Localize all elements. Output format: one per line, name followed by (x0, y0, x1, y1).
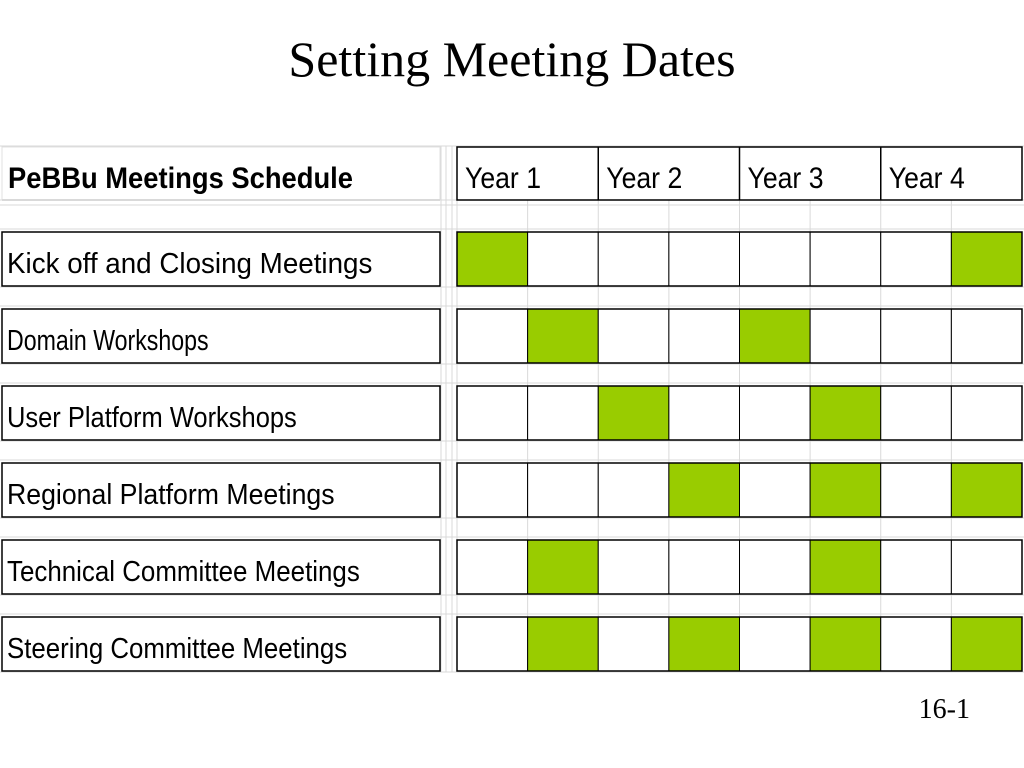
meeting-cell-empty (810, 232, 881, 286)
meeting-cell-marked (528, 540, 599, 594)
meeting-cell-marked (810, 386, 881, 440)
meeting-cell-marked (528, 617, 599, 671)
meeting-cell-empty (740, 617, 811, 671)
page-number: 16-1 (918, 694, 970, 725)
meeting-cell-marked (528, 309, 599, 363)
meeting-cell-empty (598, 232, 669, 286)
meeting-cell-marked (457, 232, 528, 286)
meeting-cell-empty (669, 309, 740, 363)
meeting-cell-empty (810, 309, 881, 363)
meeting-cell-marked (740, 309, 811, 363)
meeting-cell-empty (951, 386, 1022, 440)
meeting-cell-empty (740, 386, 811, 440)
row-label: Technical Committee Meetings (7, 556, 360, 588)
year-header-label: Year 2 (606, 162, 683, 195)
meeting-cell-empty (457, 617, 528, 671)
meeting-cell-marked (810, 540, 881, 594)
header-label: PeBBu Meetings Schedule (8, 162, 353, 195)
meeting-cell-marked (669, 463, 740, 517)
meeting-cell-empty (669, 232, 740, 286)
year-header-label: Year 3 (747, 162, 824, 195)
meeting-cell-empty (528, 232, 599, 286)
meeting-cell-empty (881, 463, 952, 517)
meeting-cell-empty (598, 309, 669, 363)
meeting-cell-marked (810, 463, 881, 517)
meeting-cell-marked (951, 232, 1022, 286)
row-label: Kick off and Closing Meetings (7, 248, 373, 280)
meeting-cell-marked (669, 617, 740, 671)
meeting-cell-empty (457, 463, 528, 517)
slide-title: Setting Meeting Dates (288, 31, 736, 87)
meeting-cell-empty (881, 232, 952, 286)
meeting-cell-marked (598, 386, 669, 440)
meeting-cell-empty (669, 540, 740, 594)
meeting-cell-empty (951, 309, 1022, 363)
meeting-cell-empty (457, 386, 528, 440)
row-label: Regional Platform Meetings (7, 479, 335, 511)
row-label: Steering Committee Meetings (7, 633, 348, 665)
meeting-cell-empty (598, 617, 669, 671)
year-header-label: Year 4 (888, 162, 965, 195)
meeting-cell-empty (881, 617, 952, 671)
meeting-cell-empty (598, 463, 669, 517)
meeting-cell-empty (457, 309, 528, 363)
meeting-cell-empty (740, 232, 811, 286)
row-label: User Platform Workshops (7, 402, 297, 434)
meeting-cell-marked (951, 463, 1022, 517)
meeting-cell-empty (457, 540, 528, 594)
row-label: Domain Workshops (7, 325, 209, 357)
meeting-cell-empty (881, 386, 952, 440)
meeting-cell-empty (881, 540, 952, 594)
year-header-label: Year 1 (465, 162, 541, 195)
meeting-cell-marked (951, 617, 1022, 671)
meeting-cell-empty (598, 540, 669, 594)
meeting-cell-empty (669, 386, 740, 440)
meeting-cell-empty (740, 540, 811, 594)
meeting-cell-empty (528, 463, 599, 517)
meeting-cell-empty (528, 386, 599, 440)
meeting-cell-empty (740, 463, 811, 517)
meeting-cell-empty (881, 309, 952, 363)
meeting-cell-marked (810, 617, 881, 671)
meeting-cell-empty (951, 540, 1022, 594)
